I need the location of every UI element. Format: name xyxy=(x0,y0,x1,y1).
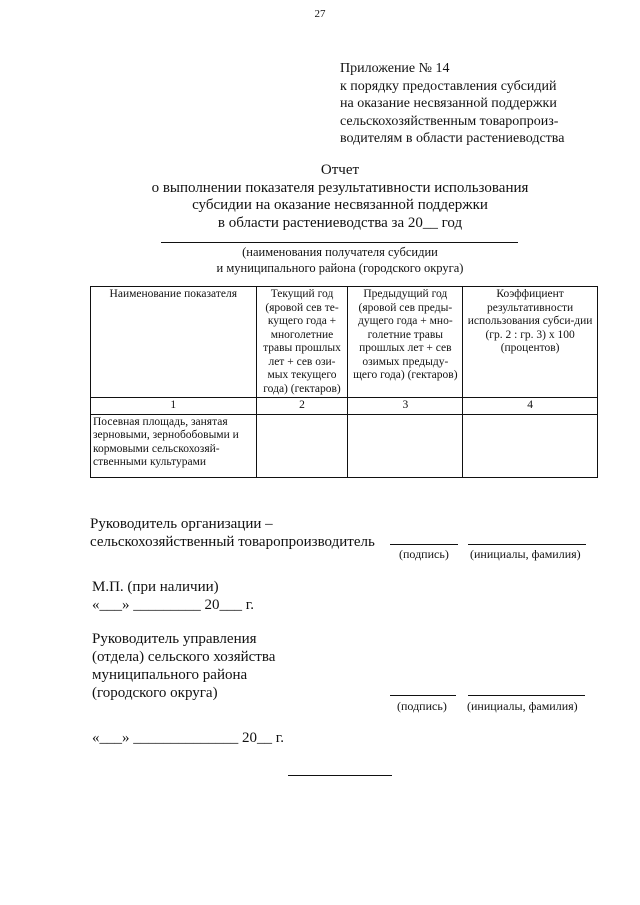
header-cell-previous-year: Предыдущий год (яровой сев преды-дущего года + мно-голетние травы прошлых лет + сев озимых предыду-щего года) (гектаров) xyxy=(348,287,463,398)
date-line: «___» _________ 20___ г. xyxy=(92,597,254,613)
table-header-row xyxy=(91,287,598,398)
initials-caption: (инициалы, фамилия) xyxy=(470,547,581,561)
recipient-caption-line: и муниципального района (городского округа) xyxy=(216,260,464,275)
recipient-caption-line: (наименования получателя субсидии xyxy=(242,245,438,259)
head-dept-line: Руководитель управления xyxy=(92,631,257,647)
appendix-line: на оказание несвязанной поддержки xyxy=(340,96,557,111)
head-org-label: Руководитель организации – xyxy=(90,516,273,532)
header-cell-current-year: Текущий год (яровой сев те-кущего года + многолетние травы прошлых лет + сев ози-мых текущего года) (гектаров) xyxy=(256,287,348,398)
appendix-line: Приложение № 14 xyxy=(340,61,450,76)
previous-year-cell[interactable] xyxy=(348,414,463,477)
closing-divider xyxy=(288,775,392,776)
report-title-line: Отчет xyxy=(320,162,360,178)
recipient-caption xyxy=(0,245,640,276)
head-dept-line: (городского округа) xyxy=(92,685,218,701)
column-number-row xyxy=(91,398,598,415)
stamp-label: М.П. (при наличии) xyxy=(92,579,219,595)
signature-caption: (подпись) xyxy=(399,547,449,561)
initials-line[interactable] xyxy=(468,695,585,696)
head-dept-line: муниципального района xyxy=(92,667,248,683)
initials-caption: (инициалы, фамилия) xyxy=(467,699,578,713)
date-line-2: «___» ______________ 20__ г. xyxy=(92,730,284,746)
report-title-line: в области растениеводства за 20__ год xyxy=(217,214,463,231)
column-number: 2 xyxy=(256,398,348,415)
coefficient-cell[interactable] xyxy=(463,414,598,477)
column-number: 4 xyxy=(463,398,598,415)
appendix-line: сельскохозяйственным товаропроиз- xyxy=(340,113,559,129)
table-row xyxy=(91,414,598,477)
report-title-line: субсидии на оказание несвязанной поддержки xyxy=(192,197,488,213)
current-year-cell[interactable] xyxy=(256,414,348,477)
signature-caption: (подпись) xyxy=(397,699,447,713)
producer-label: сельскохозяйственный товаропроизводитель xyxy=(90,534,375,550)
header-cell-indicator: Наименование показателя xyxy=(91,287,257,398)
header-cell-coefficient: Коэффициент результативности использования субси-дии (гр. 2 : гр. 3) х 100 (процентов) xyxy=(463,287,598,398)
column-number: 1 xyxy=(91,398,257,415)
signature-line[interactable] xyxy=(390,695,456,696)
report-title-line: о выполнении показателя результативности использования xyxy=(151,179,529,196)
report-table xyxy=(90,286,598,478)
appendix-line: к порядку предоставления субсидий xyxy=(340,78,557,94)
head-dept-line: (отдела) сельского хозяйства xyxy=(92,649,276,665)
initials-line[interactable] xyxy=(468,544,586,545)
recipient-fill-line xyxy=(161,242,518,243)
signature-line[interactable] xyxy=(390,544,458,545)
appendix-header xyxy=(340,60,564,148)
column-number: 3 xyxy=(348,398,463,415)
report-title xyxy=(0,162,640,232)
appendix-line: водителям в области растениеводства xyxy=(340,131,565,146)
page-number: 27 xyxy=(314,8,326,20)
row-label: Посевная площадь, занятая зерновыми, зернобобовыми и кормовыми сельскохозяй-ственными культурами xyxy=(91,414,257,477)
